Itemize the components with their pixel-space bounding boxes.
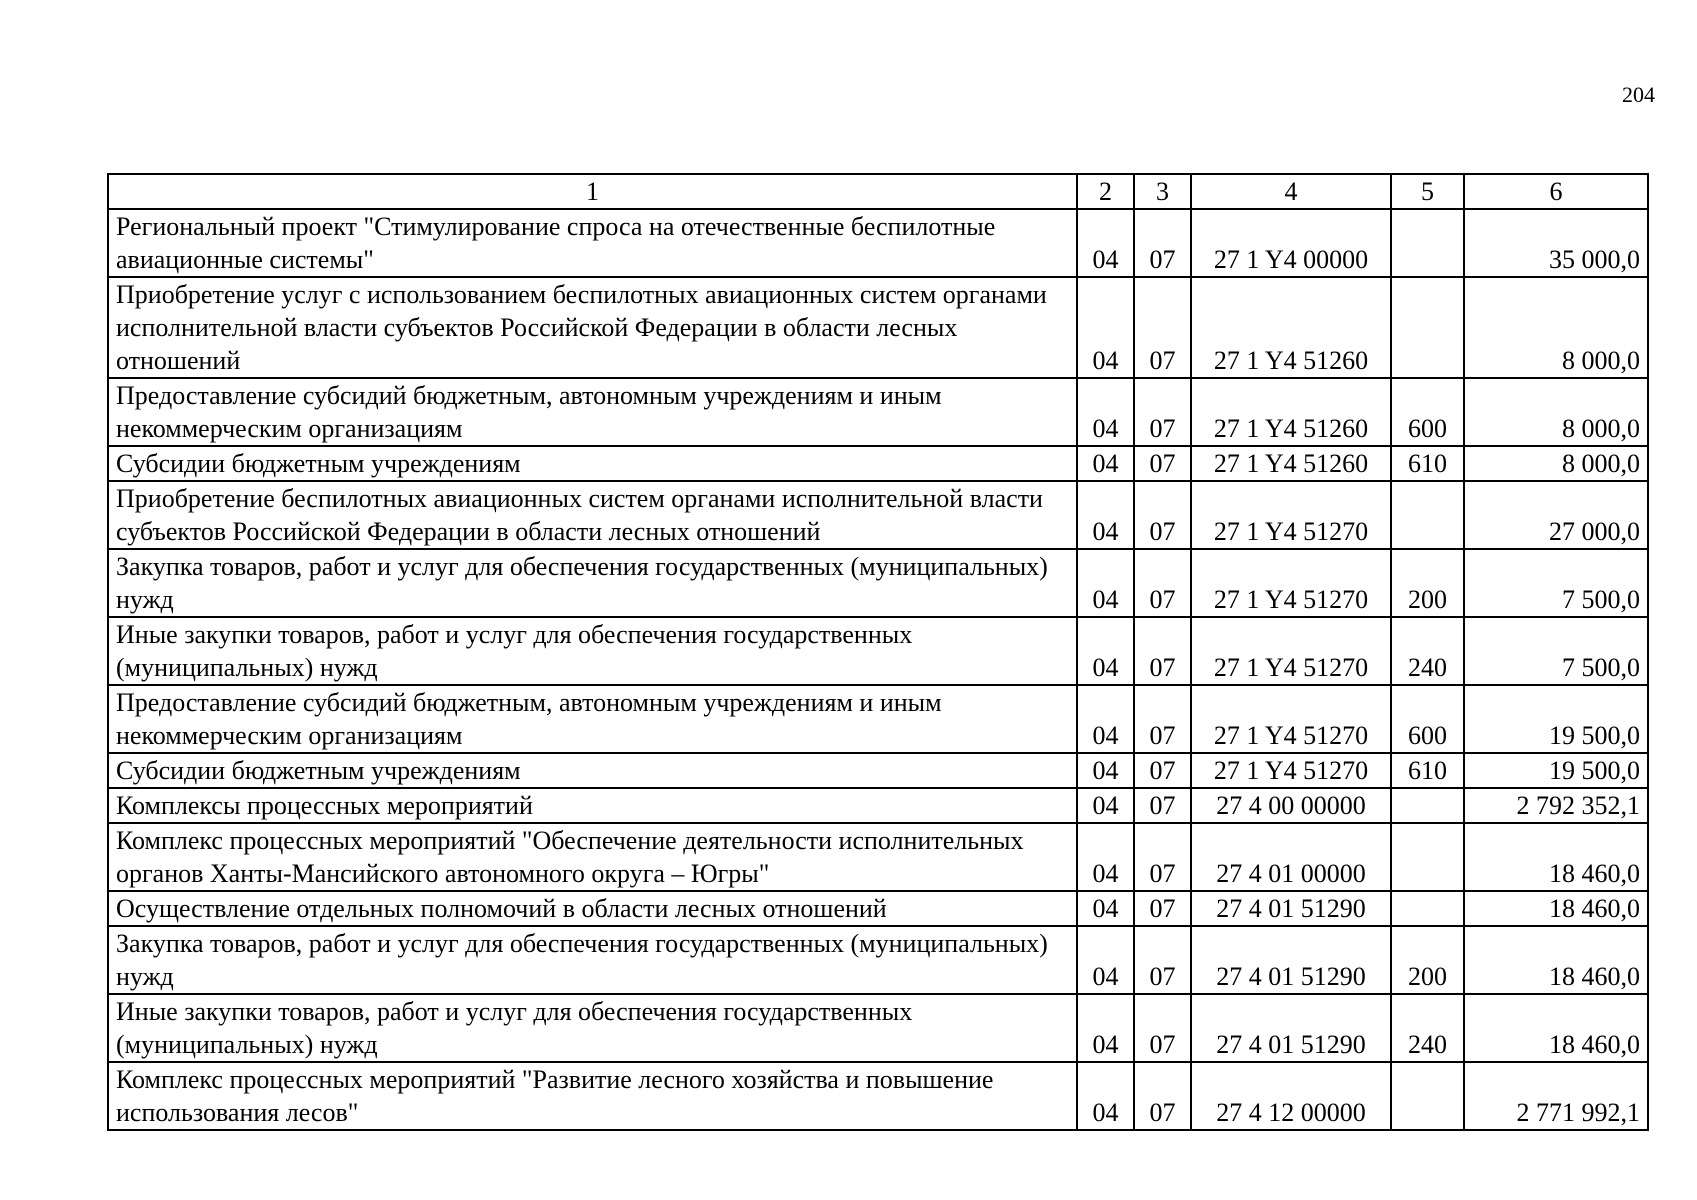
table-body [108, 209, 1648, 1130]
table-row [108, 549, 1648, 617]
amount-cell: 19 500,0 [1464, 685, 1648, 753]
target-article-cell: 27 4 01 51290 [1191, 891, 1391, 926]
expense-type-cell [1391, 891, 1464, 926]
row-name-cell: Предоставление субсидий бюджетным, автономным учреждениям и иным некоммерческим организациям [108, 685, 1077, 753]
section-code-cell: 04 [1077, 823, 1134, 891]
table-row [108, 378, 1648, 446]
page-number: 204 [1622, 82, 1655, 107]
amount-cell: 18 460,0 [1464, 823, 1648, 891]
budget-table [107, 173, 1649, 1131]
table-row [108, 788, 1648, 823]
row-name-cell: Комплекс процессных мероприятий "Развитие лесного хозяйства и повышение использования лесов" [108, 1062, 1077, 1130]
target-article-cell: 27 4 01 51290 [1191, 994, 1391, 1062]
expense-type-cell: 600 [1391, 378, 1464, 446]
table-row [108, 753, 1648, 788]
row-name-cell: Региональный проект "Стимулирование спроса на отечественные беспилотные авиационные системы" [108, 209, 1077, 277]
table-row [108, 891, 1648, 926]
target-article-cell: 27 1 Y4 51260 [1191, 446, 1391, 481]
target-article-cell: 27 4 01 51290 [1191, 926, 1391, 994]
subsection-code-cell: 07 [1134, 209, 1191, 277]
column-header: 4 [1191, 174, 1391, 209]
row-name-cell: Закупка товаров, работ и услуг для обеспечения государственных (муниципальных) нужд [108, 549, 1077, 617]
expense-type-cell: 610 [1391, 446, 1464, 481]
column-header: 3 [1134, 174, 1191, 209]
amount-cell: 8 000,0 [1464, 277, 1648, 378]
subsection-code-cell: 07 [1134, 891, 1191, 926]
subsection-code-cell: 07 [1134, 823, 1191, 891]
section-code-cell: 04 [1077, 926, 1134, 994]
row-name-cell: Закупка товаров, работ и услуг для обеспечения государственных (муниципальных) нужд [108, 926, 1077, 994]
target-article-cell: 27 4 00 00000 [1191, 788, 1391, 823]
subsection-code-cell: 07 [1134, 277, 1191, 378]
section-code-cell: 04 [1077, 1062, 1134, 1130]
column-header: 6 [1464, 174, 1648, 209]
subsection-code-cell: 07 [1134, 378, 1191, 446]
table-row [108, 823, 1648, 891]
amount-cell: 8 000,0 [1464, 446, 1648, 481]
expense-type-cell: 200 [1391, 926, 1464, 994]
target-article-cell: 27 1 Y4 51260 [1191, 277, 1391, 378]
table-row [108, 446, 1648, 481]
row-name-cell: Осуществление отдельных полномочий в области лесных отношений [108, 891, 1077, 926]
column-header: 2 [1077, 174, 1134, 209]
expense-type-cell [1391, 1062, 1464, 1130]
expense-type-cell: 200 [1391, 549, 1464, 617]
section-code-cell: 04 [1077, 277, 1134, 378]
row-name-cell: Комплекс процессных мероприятий "Обеспечение деятельности исполнительных органов Ханты-Мансийского автономного округа – Югры" [108, 823, 1077, 891]
target-article-cell: 27 4 12 00000 [1191, 1062, 1391, 1130]
amount-cell: 2 792 352,1 [1464, 788, 1648, 823]
expense-type-cell [1391, 788, 1464, 823]
expense-type-cell: 610 [1391, 753, 1464, 788]
row-name-cell: Иные закупки товаров, работ и услуг для обеспечения государственных (муниципальных) нужд [108, 994, 1077, 1062]
row-name-cell: Приобретение беспилотных авиационных систем органами исполнительной власти субъектов Российской Федерации в области лесных отношений [108, 481, 1077, 549]
target-article-cell: 27 1 Y4 51270 [1191, 685, 1391, 753]
target-article-cell: 27 1 Y4 00000 [1191, 209, 1391, 277]
expense-type-cell: 240 [1391, 617, 1464, 685]
section-code-cell: 04 [1077, 549, 1134, 617]
target-article-cell: 27 1 Y4 51260 [1191, 378, 1391, 446]
section-code-cell: 04 [1077, 891, 1134, 926]
expense-type-cell [1391, 277, 1464, 378]
table-row [108, 994, 1648, 1062]
amount-cell: 18 460,0 [1464, 994, 1648, 1062]
expense-type-cell [1391, 823, 1464, 891]
subsection-code-cell: 07 [1134, 481, 1191, 549]
section-code-cell: 04 [1077, 788, 1134, 823]
amount-cell: 7 500,0 [1464, 617, 1648, 685]
target-article-cell: 27 1 Y4 51270 [1191, 617, 1391, 685]
amount-cell: 8 000,0 [1464, 378, 1648, 446]
section-code-cell: 04 [1077, 209, 1134, 277]
amount-cell: 18 460,0 [1464, 891, 1648, 926]
section-code-cell: 04 [1077, 994, 1134, 1062]
column-header: 1 [108, 174, 1077, 209]
section-code-cell: 04 [1077, 685, 1134, 753]
table-row [108, 481, 1648, 549]
subsection-code-cell: 07 [1134, 1062, 1191, 1130]
expense-type-cell: 600 [1391, 685, 1464, 753]
subsection-code-cell: 07 [1134, 788, 1191, 823]
amount-cell: 18 460,0 [1464, 926, 1648, 994]
row-name-cell: Предоставление субсидий бюджетным, автономным учреждениям и иным некоммерческим организациям [108, 378, 1077, 446]
expense-type-cell [1391, 209, 1464, 277]
section-code-cell: 04 [1077, 753, 1134, 788]
row-name-cell: Комплексы процессных мероприятий [108, 788, 1077, 823]
amount-cell: 2 771 992,1 [1464, 1062, 1648, 1130]
table-row [108, 685, 1648, 753]
row-name-cell: Субсидии бюджетным учреждениям [108, 753, 1077, 788]
subsection-code-cell: 07 [1134, 685, 1191, 753]
amount-cell: 7 500,0 [1464, 549, 1648, 617]
subsection-code-cell: 07 [1134, 994, 1191, 1062]
expense-type-cell [1391, 481, 1464, 549]
subsection-code-cell: 07 [1134, 753, 1191, 788]
row-name-cell: Иные закупки товаров, работ и услуг для обеспечения государственных (муниципальных) нужд [108, 617, 1077, 685]
table-row [108, 1062, 1648, 1130]
amount-cell: 35 000,0 [1464, 209, 1648, 277]
expense-type-cell: 240 [1391, 994, 1464, 1062]
table-row [108, 277, 1648, 378]
section-code-cell: 04 [1077, 446, 1134, 481]
target-article-cell: 27 1 Y4 51270 [1191, 481, 1391, 549]
amount-cell: 27 000,0 [1464, 481, 1648, 549]
table-header-row [108, 174, 1648, 209]
target-article-cell: 27 1 Y4 51270 [1191, 549, 1391, 617]
table-row [108, 209, 1648, 277]
table-row [108, 926, 1648, 994]
amount-cell: 19 500,0 [1464, 753, 1648, 788]
row-name-cell: Субсидии бюджетным учреждениям [108, 446, 1077, 481]
subsection-code-cell: 07 [1134, 926, 1191, 994]
section-code-cell: 04 [1077, 481, 1134, 549]
subsection-code-cell: 07 [1134, 549, 1191, 617]
target-article-cell: 27 4 01 00000 [1191, 823, 1391, 891]
section-code-cell: 04 [1077, 617, 1134, 685]
subsection-code-cell: 07 [1134, 446, 1191, 481]
subsection-code-cell: 07 [1134, 617, 1191, 685]
section-code-cell: 04 [1077, 378, 1134, 446]
target-article-cell: 27 1 Y4 51270 [1191, 753, 1391, 788]
table-row [108, 617, 1648, 685]
column-header: 5 [1391, 174, 1464, 209]
row-name-cell: Приобретение услуг с использованием беспилотных авиационных систем органами исполнительной власти субъектов Российской Федерации в области лесных отношений [108, 277, 1077, 378]
